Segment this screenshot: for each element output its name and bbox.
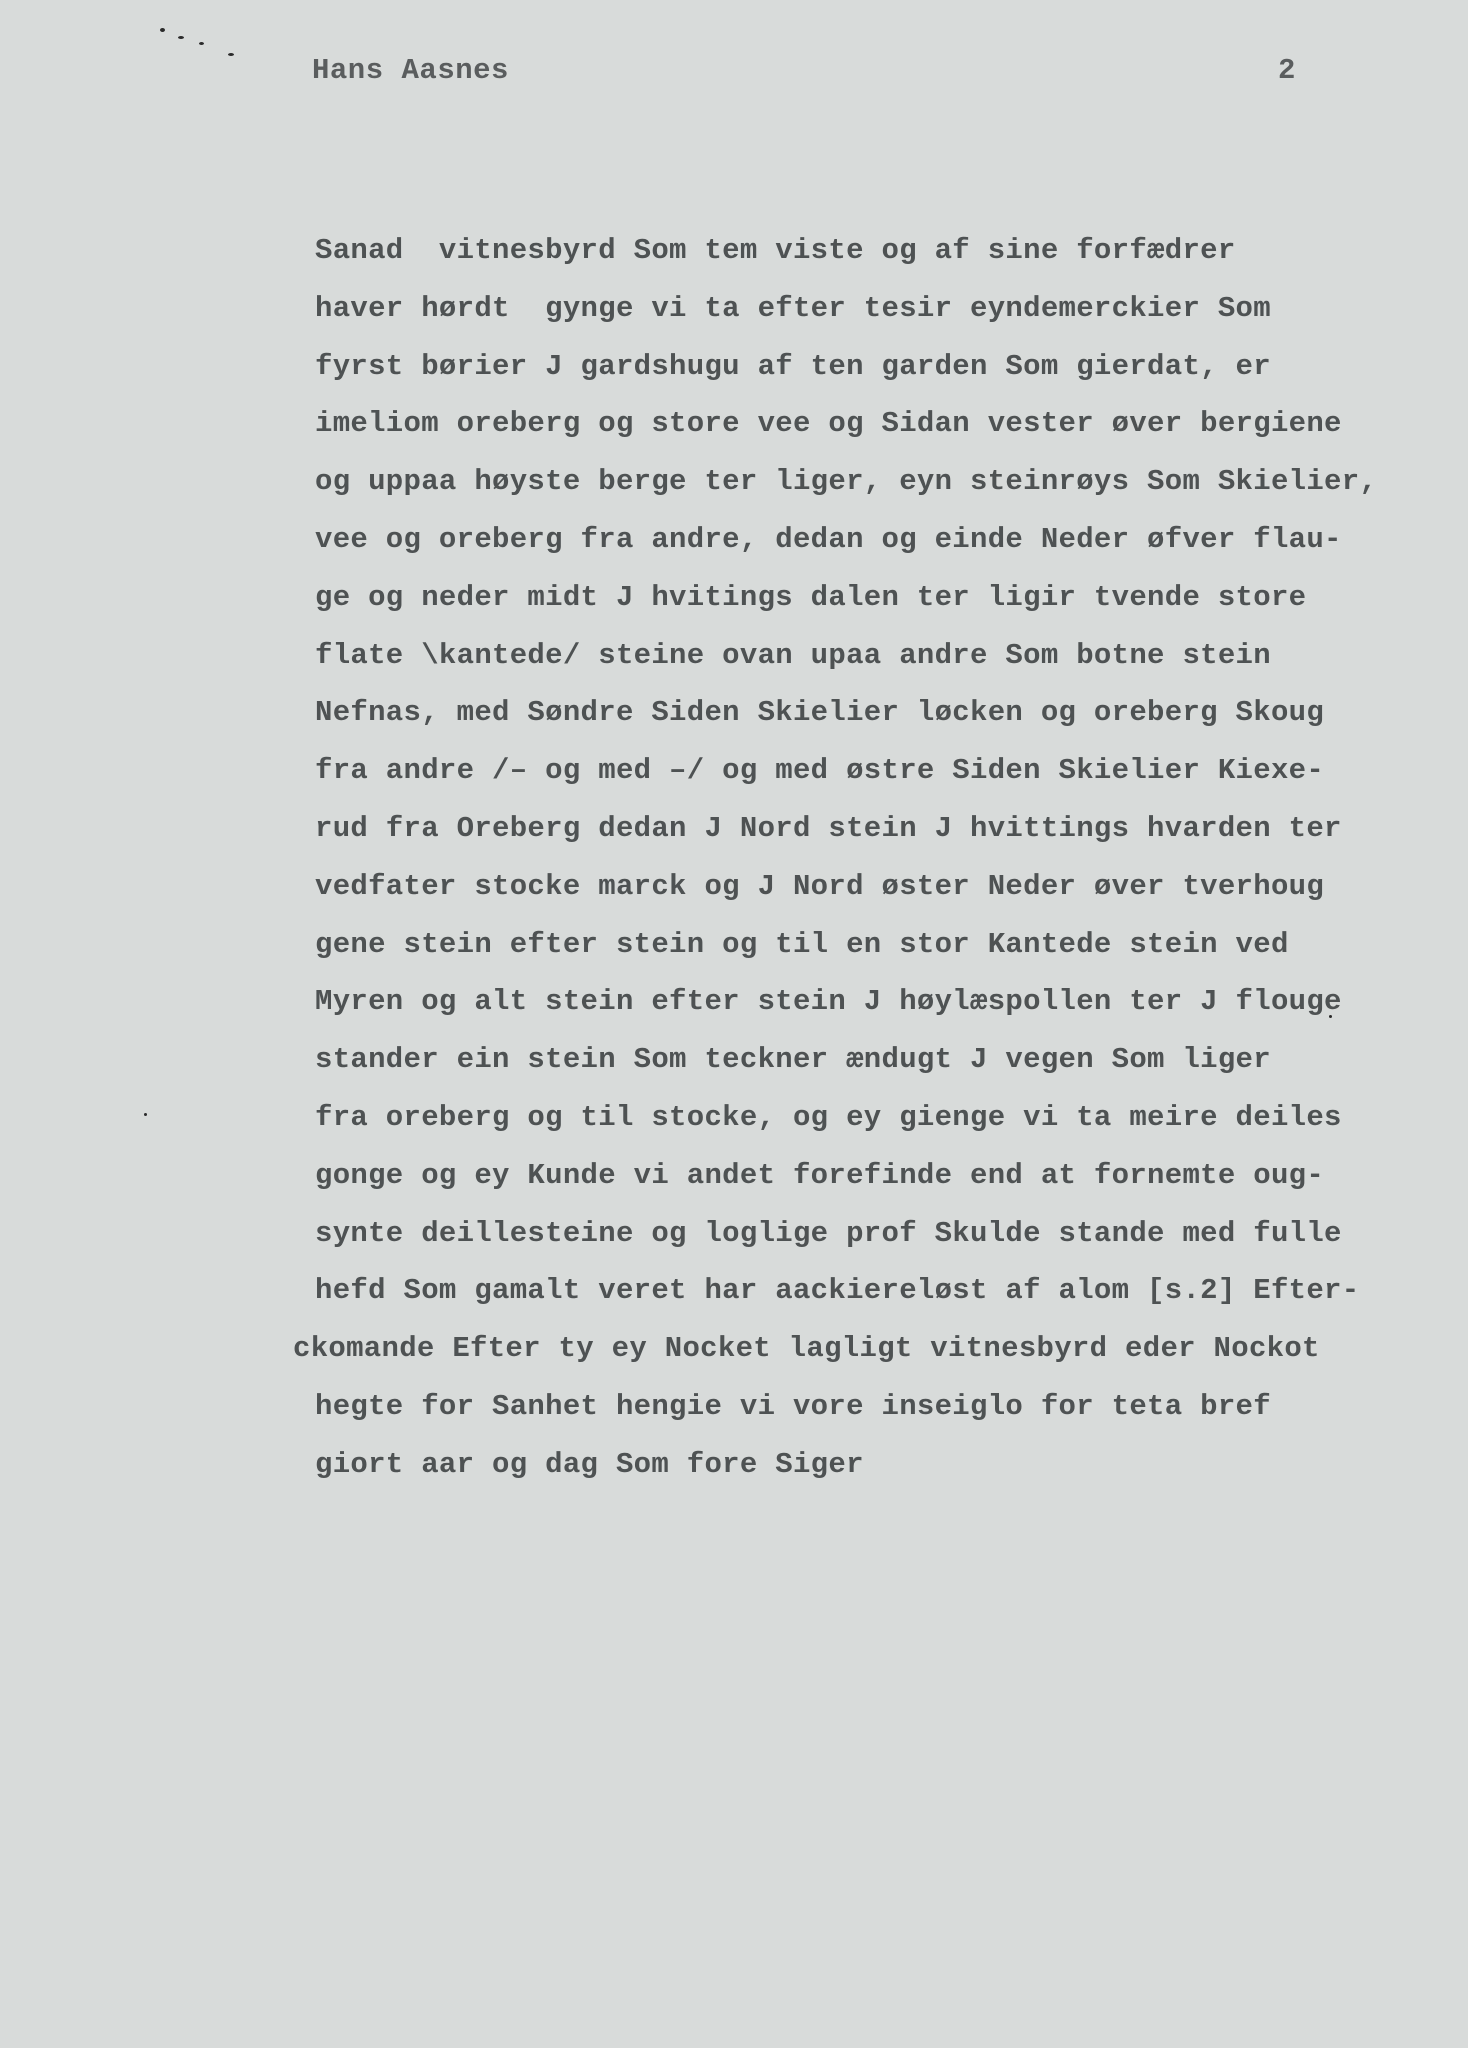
text-line: flate \kantede/ steine ovan upaa andre Som botne stein: [315, 638, 1271, 672]
text-line: vee og oreberg fra andre, dedan og einde Neder øfver flau-: [315, 522, 1342, 556]
text-line: Sanad vitnesbyrd Som tem viste og af sine forfædrer: [315, 234, 1236, 267]
ink-speck: [199, 42, 204, 45]
text-line: fra oreberg og til stocke, og ey gienge vi ta meire deiles: [315, 1100, 1342, 1134]
text-line: Nefnas, med Søndre Siden Skielier løcken og oreberg Skoug: [315, 696, 1325, 730]
text-line: imeliom oreberg og store vee og Sidan vester øver bergiene: [315, 407, 1342, 441]
text-line: hefd Som gamalt veret har aackiereløst af alom [s.2] Efter-: [315, 1274, 1360, 1308]
text-line: ckomande Efter ty ey Nocket lagligt vitnesbyrd eder Nockot: [293, 1332, 1320, 1366]
ink-speck: [160, 28, 165, 32]
text-line: gonge og ey Kunde vi andet forefinde end at fornemte oug-: [315, 1158, 1325, 1192]
text-line: gene stein efter stein og til en stor Kantede stein ved: [315, 927, 1289, 961]
text-line: og uppaa høyste berge ter liger, eyn steinrøys Som Skielier,: [315, 465, 1378, 499]
text-line: fyrst børier J gardshugu af ten garden Som gierdat, er: [315, 349, 1271, 383]
text-line: Myren og alt stein efter stein J høylæspollen ter J flouge: [315, 985, 1342, 1019]
text-line: synte deillesteine og loglige prof Skulde stande med fulle: [315, 1216, 1342, 1250]
text-line: giort aar og dag Som fore Siger: [315, 1447, 864, 1481]
page-number: 2: [1278, 54, 1296, 87]
text-line: haver hørdt gynge vi ta efter tesir eyndemerckier Som: [315, 291, 1271, 325]
text-line: hegte for Sanhet hengie vi vore inseiglo for teta bref: [315, 1389, 1271, 1423]
text-line: rud fra Oreberg dedan J Nord stein J hvittings hvarden ter: [315, 811, 1342, 845]
text-line: stander ein stein Som teckner ændugt J vegen Som liger: [315, 1043, 1271, 1077]
text-line: vedfater stocke marck og J Nord øster Neder øver tverhoug: [315, 869, 1325, 903]
document-body: [293, 222, 1435, 1494]
ink-speck: [178, 36, 184, 39]
ink-speck: [228, 53, 234, 56]
text-line: fra andre /– og med –/ og med østre Siden Skielier Kiexe-: [315, 754, 1325, 788]
header-author: Hans Aasnes: [312, 54, 509, 87]
text-line: ge og neder midt J hvitings dalen ter ligir tvende store: [315, 580, 1307, 614]
ink-speck: [144, 1113, 147, 1116]
